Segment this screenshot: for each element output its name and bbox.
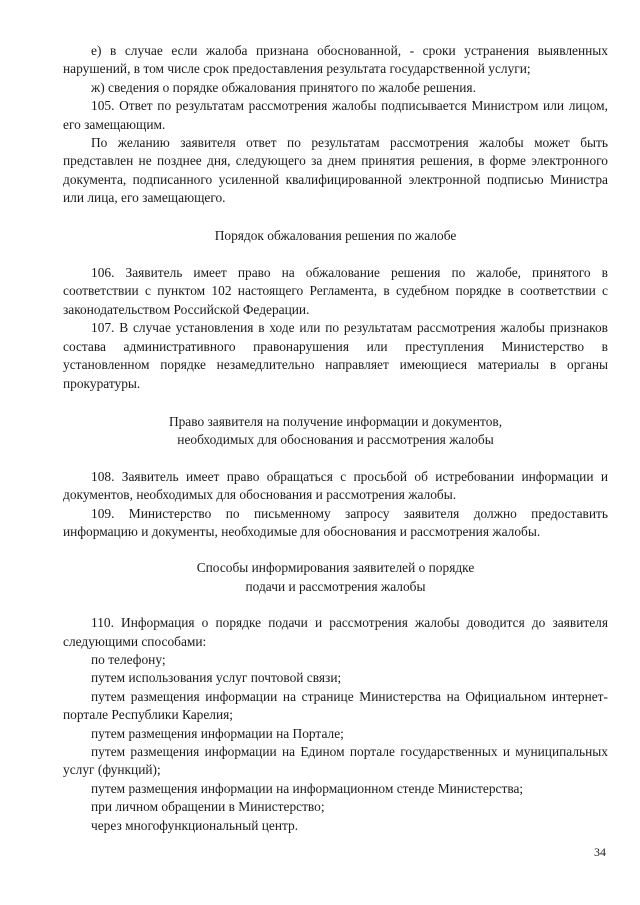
section-heading-right-to-information [63,413,608,450]
page-number: 34 [594,845,606,859]
paragraph-107: 107. В случае установления в ходе или по результатам рассмотрения жалобы признаков состава административного правонарушения или преступления Министерство в установленном порядке незамедлительно направляет имеющиеся материалы в органы прокуратуры. [63,320,608,391]
paragraph-item-e: е) в случае если жалоба признана обоснованной, - сроки устранения выявленных нарушений, в том числе срок предоставления результата государственной услуги; [63,43,608,77]
heading-line: необходимых для обоснования и рассмотрения жалобы [177,432,494,448]
list-item: путем размещения информации на странице Министерства на Официальном интернет-портале Республики Карелия; [63,688,608,723]
paragraph-110: 110. Информация о порядке подачи и рассмотрения жалобы доводится до заявителя следующими способами: [63,615,608,649]
list-item: путем размещения информации на Едином портале государственных и муниципальных услуг (функций); [63,744,608,778]
list-item: через многофункциональный центр. [91,817,299,833]
list-item: путем использования услуг почтовой связи; [91,670,342,686]
paragraph-108: 108. Заявитель имеет право обращаться с просьбой об истребовании информации и документов, необходимых для обоснования и рассмотрения жалобы. [63,468,608,503]
heading-line: подачи и рассмотрения жалобы [245,578,426,594]
list-item: по телефону; [91,651,166,667]
paragraph-item-zh: ж) сведения о порядке обжалования принятого по жалобе решения. [91,79,476,95]
section-heading-appeal: Порядок обжалования решения по жалобе [214,227,457,243]
list-item: при личном обращении в Министерство; [91,799,325,815]
list-item: путем размещения информации на информационном стенде Министерства; [91,780,524,796]
list-item: путем размещения информации на Портале; [91,725,344,741]
paragraph-105: 105. Ответ по результатам рассмотрения жалобы подписывается Министром или лицом, его замещающим. [63,98,608,132]
paragraph-electronic-answer: По желанию заявителя ответ по результатам рассмотрения жалобы может быть представлен не позднее дня, следующего за днем принятия решения, в форме электронного документа, подписанного усиленной квалифицированной электронной подписью Министра или лица, его замещающего. [63,135,608,206]
heading-line: Способы информирования заявителей о порядке [196,560,475,576]
document-page [63,42,608,835]
section-heading-informing-methods [63,559,608,596]
heading-line: Право заявителя на получение информации и документов, [168,413,503,429]
paragraph-106: 106. Заявитель имеет право на обжалование решения по жалобе, принятого в соответствии с пунктом 102 настоящего Регламента, в судебном порядке в соответствии с законодательством Российской Федерации. [63,265,608,317]
paragraph-109: 109. Министерство по письменному запросу заявителя должно предоставить информацию и документы, необходимые для обоснования и рассмотрения жалобы. [63,505,608,539]
